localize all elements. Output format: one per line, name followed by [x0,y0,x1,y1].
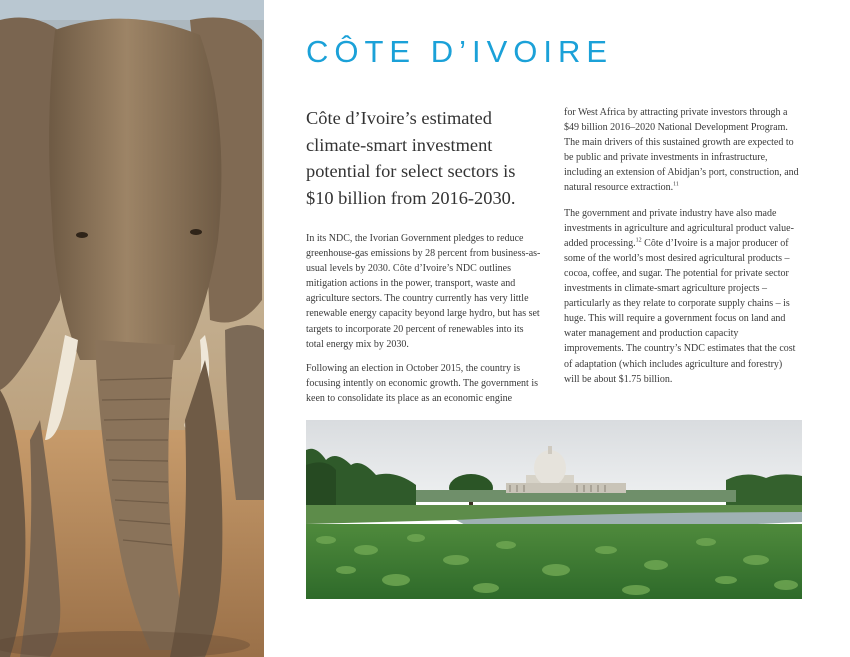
body-paragraph-ndc: In its NDC, the Ivorian Government pledges to reduce greenhouse-gas emissions by 28 percent from business-as-usual levels by 2030. Côte d’Ivoire’s NDC outlines mitigation actions in the power, transport, waste and agriculture sectors. The country currently has very little renewable energy capacity beyond large hydro, but has set targets to incorporate 20 percent of renewables into its total energy mix by 2030. [306,233,541,350]
basilica-lake-photo [306,420,802,599]
lead-paragraph: Côte d’Ivoire’s estimated climate-smart investment potential for select sectors is $10 billion from 2016-2030. [306,108,516,208]
right-text-column [564,105,800,397]
elephant-photo [0,0,264,657]
body-paragraph-development-program [564,105,800,196]
page-title: CÔTE D’IVOIRE [306,34,614,69]
body-paragraph-election: Following an election in October 2015, the country is focusing intently on economic growth. The government is keen to consolidate its place as an economic engine [306,362,538,404]
footnote-ref[interactable]: 11 [673,182,679,189]
body-text: for West Africa by attracting private investors through a $49 billion 2016–2020 National Development Program. The main drivers of this sustained growth are expected to be public and private investments in infrastructure, including an extension of Abidjan’s port, construction, and natural resource extraction. [564,107,799,194]
body-text: The government and private industry have also made investments in agriculture and agricultural product value-added processing. [564,207,794,249]
body-paragraph-agriculture [564,206,800,387]
footnote-ref[interactable]: 12 [635,237,642,244]
body-text: Côte d’Ivoire is a major producer of some of the world’s most desired agricultural products – cocoa, coffee, and sugar. The potential for private sector investments in climate-smart agriculture projects – particularly as they relate to corporate supply chains – is huge. This will require a government focus on land and water management and production capacity improvements. The country’s NDC estimates that the cost of adaptation (which includes agriculture and forestry) will be about $1.75 billion. [564,237,796,385]
left-text-column [306,105,542,415]
